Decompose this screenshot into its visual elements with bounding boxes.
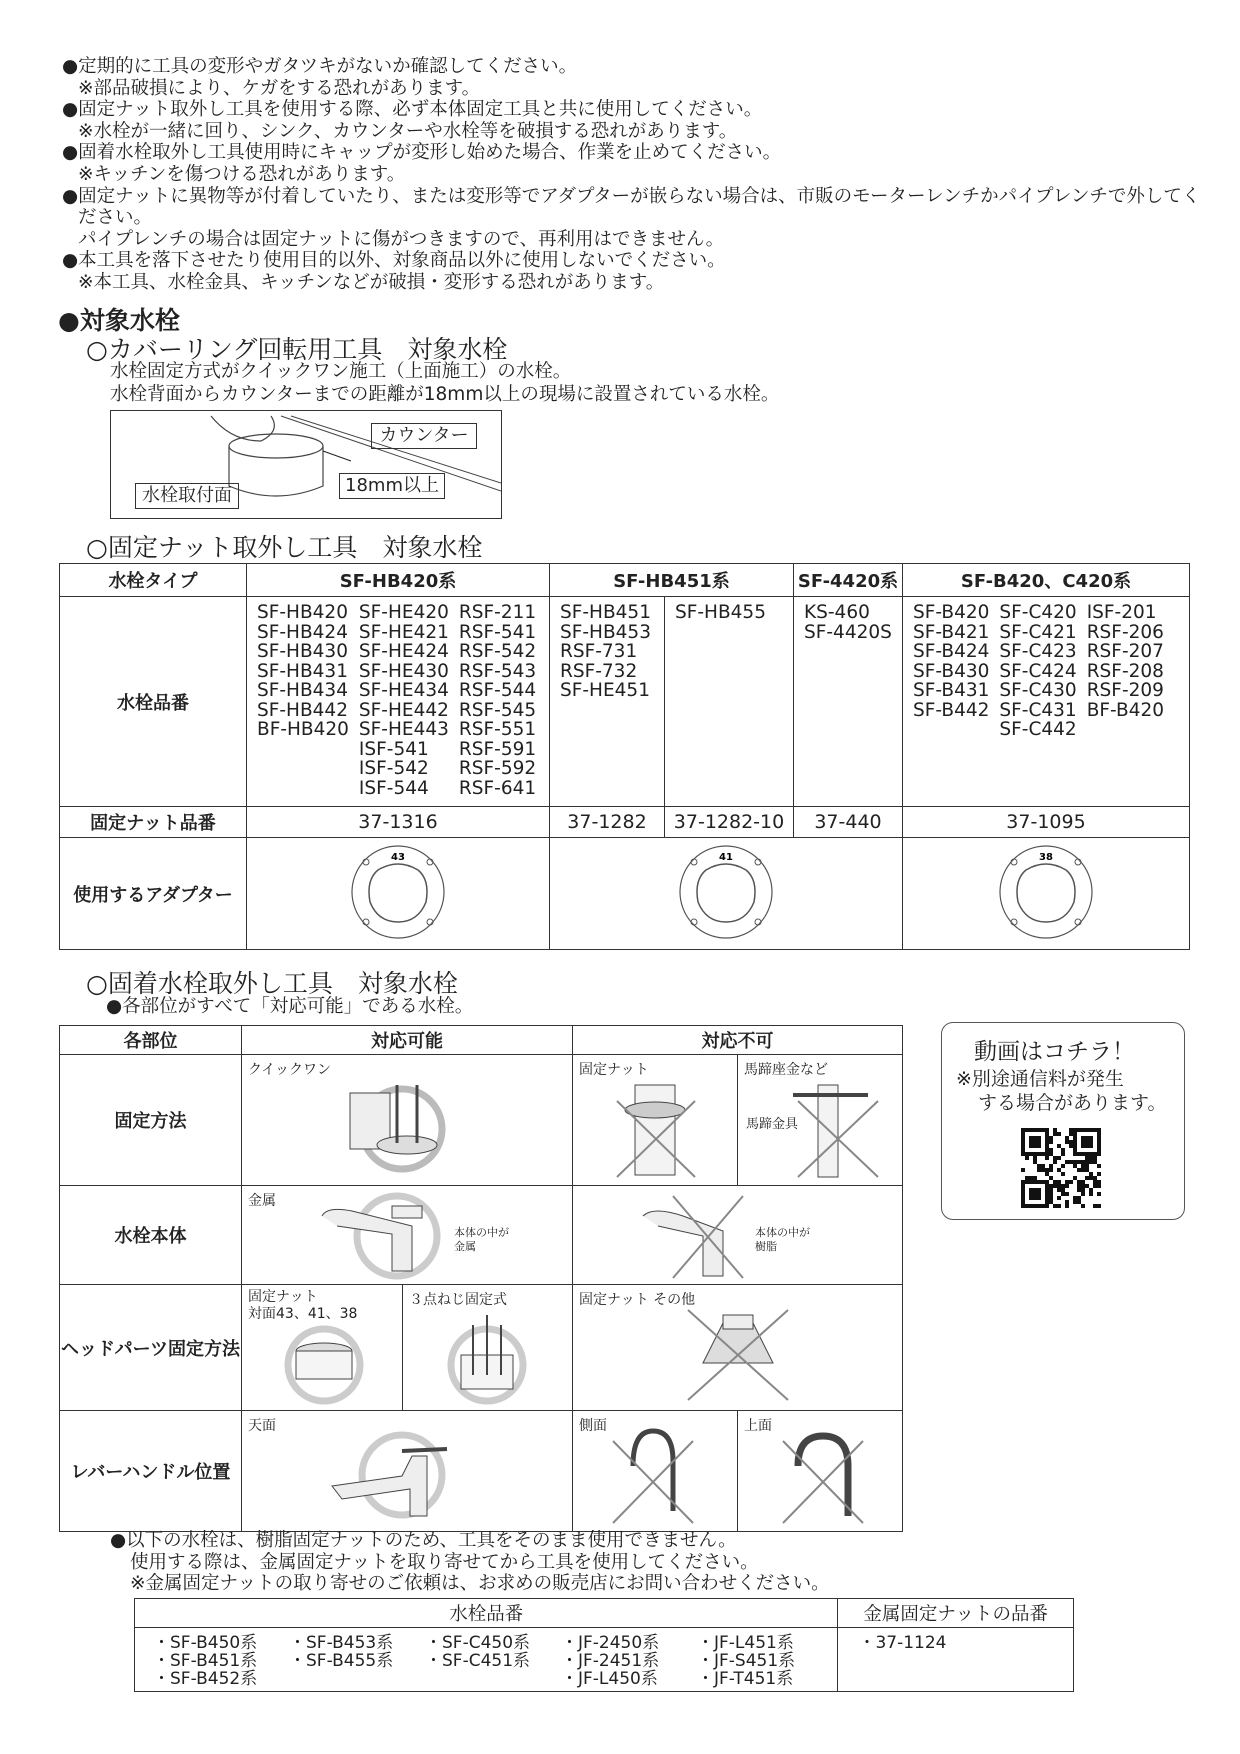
nut-37-1095: 37-1095 <box>903 807 1190 838</box>
model-number: SF-HB431 <box>257 660 348 682</box>
resin-model: ・SF-C450系 <box>425 1633 531 1653</box>
resin-model: ・SF-B455系 <box>289 1651 394 1671</box>
cell-metal-body <box>242 1186 573 1285</box>
model-number: SF-HB455 <box>675 602 766 623</box>
cell-top-lever <box>242 1411 573 1532</box>
mount-surface-label: 水栓取付面 <box>135 483 239 509</box>
note-line: ●本工具を落下させたり使用目的以外、対象商品以外に使用しないでください。 <box>62 250 726 272</box>
caption: 固定ナット <box>579 1062 649 1078</box>
caption: 馬蹄座金など <box>744 1062 828 1078</box>
nut-37-1282: 37-1282 <box>550 807 665 838</box>
model-number: ISF-544 <box>358 777 429 799</box>
model-number: RSF-209 <box>1086 680 1164 701</box>
model-number: SF-C442 <box>999 719 1077 740</box>
adapter-size: 38 <box>1039 851 1053 863</box>
model-number: RSF-544 <box>458 680 537 701</box>
model-number: SF-HB420 <box>257 602 348 623</box>
note-line: ※キッチンを傷つける恐れがあります。 <box>78 163 406 185</box>
resin-model: ・JF-L450系 <box>561 1669 658 1689</box>
model-number: RSF-591 <box>458 738 537 760</box>
metal-note: 本体の中が 金属 <box>454 1226 509 1253</box>
note-line: ●固定ナット取外し工具を使用する際、必ず本体固定工具と共に使用してください。 <box>62 99 763 121</box>
model-number: SF-C424 <box>999 660 1077 682</box>
resin-note: 本体の中が 樹脂 <box>755 1226 810 1253</box>
model-number: RSF-208 <box>1086 660 1164 682</box>
model-number: SF-HB424 <box>257 621 348 643</box>
caption: 固定ナット その他 <box>579 1292 696 1308</box>
cell-resin-body <box>573 1186 903 1285</box>
nut-tool-title: ○固定ナット取外し工具 対象水栓 <box>86 533 483 562</box>
model-number: RSF-592 <box>458 758 537 779</box>
note-line: ●固着水栓取外し工具使用時にキャップが変形し始めた場合、作業を止めてください。 <box>62 142 782 164</box>
caption: 金属 <box>248 1193 276 1209</box>
model-number: SF-B431 <box>913 680 990 701</box>
distance-label: 18mm以上 <box>339 473 445 499</box>
section-title: ●対象水栓 <box>58 306 180 335</box>
metal-nut-number: ・37-1124 <box>838 1628 1074 1692</box>
resin-model-column <box>697 1634 833 1688</box>
col-models: 水栓品番 <box>135 1599 838 1628</box>
col-faucet-type: 水栓タイプ <box>60 564 247 597</box>
counter-label: カウンター <box>371 423 477 449</box>
col-sf-hb420: SF-HB420系 <box>247 564 550 597</box>
resin-model-column <box>561 1634 697 1688</box>
row-label-lever: レバーハンドル位置 <box>60 1411 242 1532</box>
models-hb451 <box>550 597 665 807</box>
resin-model-column <box>289 1634 425 1670</box>
adapter-41 <box>550 838 903 950</box>
model-number: SF-HE451 <box>560 680 650 701</box>
models-hb455 <box>665 597 794 807</box>
model-number: RSF-551 <box>458 719 537 740</box>
video-note: ※別途通信料が発生 する場合があります。 <box>956 1068 1167 1114</box>
resin-model: ・JF-2451系 <box>561 1651 660 1671</box>
models-4420 <box>794 597 903 807</box>
adapter-43 <box>247 838 550 950</box>
model-number: RSF-732 <box>560 660 638 682</box>
adapter-ring-icon <box>994 840 1098 944</box>
resin-faucet-illustration <box>573 1186 901 1280</box>
note-line: ●定期的に工具の変形やガタツキがないか確認してください。 <box>62 56 578 77</box>
adapter-size: 41 <box>719 851 733 863</box>
model-number: BF-B420 <box>1086 699 1165 721</box>
resin-row <box>135 1628 1074 1692</box>
note-line: ※本工具、水栓金具、キッチンなどが破損・変形する恐れがあります。 <box>78 271 665 293</box>
stuck-title: ○固着水栓取外し工具 対象水栓 <box>86 969 458 998</box>
model-number: RSF-542 <box>458 641 537 662</box>
row-label-nut: 固定ナット品番 <box>60 807 247 838</box>
cell-side-lever <box>573 1411 738 1532</box>
models-row <box>60 597 1190 807</box>
resin-model: ・SF-B452系 <box>153 1669 258 1689</box>
model-number: RSF-545 <box>458 699 537 721</box>
nut-tool-table <box>59 563 1190 950</box>
row-label-fixing: 固定方法 <box>60 1055 242 1186</box>
cover-title: ○カバーリング回転用工具 対象水栓 <box>86 335 508 364</box>
model-number: BF-HB420 <box>257 719 349 740</box>
model-number: SF-HE420 <box>358 602 449 623</box>
col-sf-hb451: SF-HB451系 <box>550 564 794 597</box>
model-number: SF-HE421 <box>358 621 449 643</box>
stuck-faucet-table <box>59 1025 903 1532</box>
model-number: RSF-207 <box>1086 641 1164 662</box>
model-number: SF-HB430 <box>257 641 348 662</box>
model-number: SF-C431 <box>999 699 1077 721</box>
resin-model-column <box>425 1634 561 1670</box>
models-hb420 <box>247 597 550 807</box>
cell-other-nut <box>573 1285 903 1411</box>
resin-models <box>135 1628 838 1692</box>
model-number: SF-C420 <box>999 602 1077 623</box>
model-number: ISF-541 <box>358 738 429 760</box>
model-number: SF-B430 <box>913 660 990 682</box>
row-label-models: 水栓品番 <box>60 597 247 807</box>
col-part: 各部位 <box>60 1026 242 1055</box>
model-number: SF-HB451 <box>560 602 651 623</box>
caption: 側面 <box>579 1418 607 1434</box>
model-number: SF-HE442 <box>358 699 449 721</box>
resin-model: ・SF-B450系 <box>153 1633 258 1653</box>
adapter-ring-icon <box>674 840 778 944</box>
caption: 天面 <box>248 1418 276 1434</box>
adapter-38 <box>903 838 1190 950</box>
resin-model: ・SF-C451系 <box>425 1651 531 1671</box>
models-b420 <box>903 597 1190 807</box>
resin-model: ・JF-2450系 <box>561 1633 660 1653</box>
cell-three-screw <box>403 1285 573 1411</box>
model-number: SF-C423 <box>999 641 1077 662</box>
resin-model: ・SF-B451系 <box>153 1651 258 1671</box>
cover-diagram <box>110 410 502 519</box>
metal-faucet-illustration <box>242 1186 572 1280</box>
qr-code-icon[interactable] <box>1021 1128 1101 1208</box>
video-box <box>941 1022 1185 1220</box>
caution-notes <box>62 56 1212 294</box>
model-number: SF-HE443 <box>358 719 449 740</box>
model-number: KS-460 <box>804 602 870 623</box>
resin-model: ・JF-T451系 <box>697 1669 794 1689</box>
col-metal-nut: 金属固定ナットの品番 <box>838 1599 1074 1628</box>
model-number: RSF-731 <box>560 641 638 662</box>
adapter-size: 43 <box>391 851 405 863</box>
cell-fixed-nut-ng <box>573 1055 738 1186</box>
nut-row <box>60 807 1190 838</box>
model-number: RSF-543 <box>458 660 537 682</box>
cell-horseshoe-ng <box>738 1055 903 1186</box>
resin-model: ・JF-S451系 <box>697 1651 796 1671</box>
cover-line-1: 水栓固定方式がクイックワン施工（上面施工）の水栓。 <box>110 361 572 382</box>
adapter-row <box>60 838 1190 950</box>
model-number: SF-B421 <box>913 621 990 643</box>
row-label-adapter: 使用するアダプター <box>60 838 247 950</box>
row-body <box>60 1186 903 1285</box>
model-number: SF-C421 <box>999 621 1077 643</box>
cell-upper-lever <box>738 1411 903 1532</box>
note-line: ●固定ナットに異物等が付着していたり、または変形等でアダプターが嵌らない場合は、市販のモーターレンチかパイプレンチで外してください。 <box>62 185 1201 229</box>
horseshoe-note: 馬蹄金具 <box>746 1117 799 1132</box>
col-ng: 対応不可 <box>573 1026 903 1055</box>
model-number: RSF-206 <box>1086 621 1164 643</box>
cover-line-2: 水栓背面からカウンターまでの距離が18mm以上の現場に設置されている水栓。 <box>110 384 780 405</box>
header-row <box>60 564 1190 597</box>
video-title: 動画はコチラ！ <box>974 1039 1135 1065</box>
nut-37-1282-10: 37-1282-10 <box>665 807 794 838</box>
resin-table <box>134 1598 1074 1692</box>
model-number: SF-HB442 <box>257 699 348 721</box>
cell-nut-43-41-38 <box>242 1285 403 1411</box>
col-sf-4420: SF-4420系 <box>794 564 903 597</box>
col-ok: 対応可能 <box>242 1026 573 1055</box>
caption: ３点ねじ固定式 <box>409 1292 507 1308</box>
model-number: SF-4420S <box>804 621 892 643</box>
resin-model: ・SF-B453系 <box>289 1633 394 1653</box>
model-number: ISF-542 <box>358 758 429 779</box>
cell-quickone <box>242 1055 573 1186</box>
resin-notes: ●以下の水栓は、樹脂固定ナットのため、工具をそのまま使用できません。 使用する際は、金属固定ナットを取り寄せてから工具を使用してください。 ※金属固定ナットの取り寄せのご依頼は、お求めの販売店にお問い合わせください。 <box>110 1530 830 1594</box>
stuck-sub: ●各部位がすべて「対応可能」である水栓。 <box>106 996 474 1017</box>
resin-model-column <box>153 1634 289 1688</box>
header-row <box>60 1026 903 1055</box>
adapter-ring-icon <box>346 840 450 944</box>
row-label-head-parts: ヘッドパーツ固定方法 <box>60 1285 242 1411</box>
model-number: SF-HE434 <box>358 680 449 701</box>
caption: 固定ナット 対面43、41、38 <box>248 1289 358 1322</box>
model-number: SF-B424 <box>913 641 990 662</box>
model-number: SF-B420 <box>913 602 990 623</box>
row-lever <box>60 1411 903 1532</box>
row-fixing <box>60 1055 903 1186</box>
model-number: RSF-641 <box>458 777 537 799</box>
model-number: SF-HE424 <box>358 641 449 662</box>
note-line: パイプレンチの場合は固定ナットに傷がつきますので、再利用はできません。 <box>78 228 725 250</box>
model-number: SF-C430 <box>999 680 1077 701</box>
header-row <box>135 1599 1074 1628</box>
note-line: ※水栓が一緒に回り、シンク、カウンターや水栓等を破損する恐れがあります。 <box>78 120 738 142</box>
col-sf-b420: SF-B420、C420系 <box>903 564 1190 597</box>
model-number: RSF-541 <box>458 621 537 643</box>
model-number: SF-B442 <box>913 699 990 721</box>
resin-model: ・JF-L451系 <box>697 1633 794 1653</box>
model-number: SF-HE430 <box>358 660 449 682</box>
model-number: ISF-201 <box>1086 602 1157 623</box>
caption: クイックワン <box>248 1062 332 1078</box>
model-number: SF-HB434 <box>257 680 348 701</box>
note-line: ※部品破損により、ケガをする恐れがあります。 <box>78 77 481 99</box>
nut-37-1316: 37-1316 <box>247 807 550 838</box>
top-lever-illustration <box>242 1411 572 1527</box>
model-number: SF-HB453 <box>560 621 651 643</box>
row-head-parts <box>60 1285 903 1411</box>
caption: 上面 <box>744 1418 772 1434</box>
row-label-body: 水栓本体 <box>60 1186 242 1285</box>
model-number: RSF-211 <box>458 602 537 623</box>
nut-37-440: 37-440 <box>794 807 903 838</box>
